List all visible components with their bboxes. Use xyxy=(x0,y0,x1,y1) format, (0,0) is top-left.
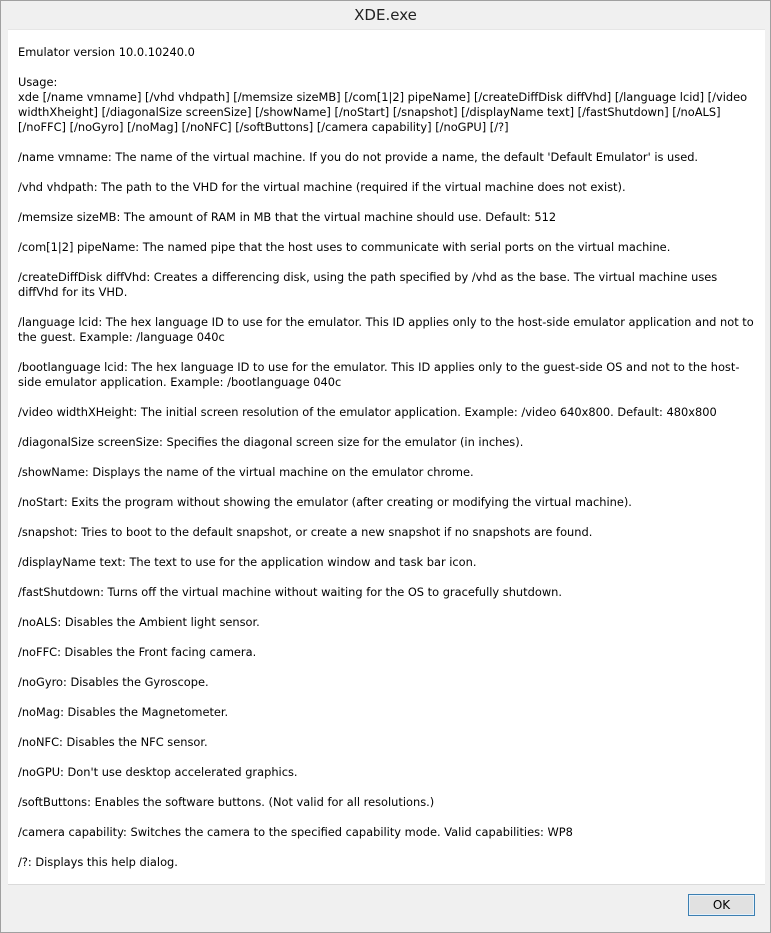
title-bar[interactable] xyxy=(1,1,770,29)
option-video: /video widthXHeight: The initial screen resolution of the emulator application. Example: /video 640x800. Default: 480x800 xyxy=(18,405,717,419)
option-help: /?: Displays this help dialog. xyxy=(18,855,178,869)
option-nogpu: /noGPU: Don't use desktop accelerated graphics. xyxy=(18,765,298,779)
option-fastshutdown: /fastShutdown: Turns off the virtual machine without waiting for the OS to gracefully shutdown. xyxy=(18,585,562,599)
option-language: /language lcid: The hex language ID to use for the emulator. This ID applies only to the host-side emulator application and not to the guest. Example: /language 040c xyxy=(18,315,754,344)
option-noffc: /noFFC: Disables the Front facing camera. xyxy=(18,645,257,659)
option-vhd: /vhd vhdpath: The path to the VHD for the virtual machine (required if the virtual machine does not exist). xyxy=(18,180,626,194)
option-com: /com[1|2] pipeName: The named pipe that the host uses to communicate with serial ports on the virtual machine. xyxy=(18,240,671,254)
option-name: /name vmname: The name of the virtual machine. If you do not provide a name, the default 'Default Emulator' is used. xyxy=(18,150,699,164)
option-nogyro: /noGyro: Disables the Gyroscope. xyxy=(18,675,209,689)
option-displayname: /displayName text: The text to use for the application window and task bar icon. xyxy=(18,555,477,569)
option-noals: /noALS: Disables the Ambient light sensor. xyxy=(18,615,260,629)
option-showname: /showName: Displays the name of the virtual machine on the emulator chrome. xyxy=(18,465,474,479)
option-creatediffdisk: /createDiffDisk diffVhd: Creates a differencing disk, using the path specified by /vhd as the base. The virtual machine uses diffVhd for its VHD. xyxy=(18,270,718,299)
option-bootlanguage: /bootlanguage lcid: The hex language ID to use for the emulator. This ID applies only to the guest-side OS and not to the host-side emulator application. Example: /bootlanguage 040c xyxy=(18,360,740,389)
usage-syntax: xde [/name vmname] [/vhd vhdpath] [/memsize sizeMB] [/com[1|2] pipeName] [/createDiffDisk diffVhd] [/language lcid] [/video widthXheight] [/diagonalSize screenSize] [/showName] [/noStart] [/snapshot] [/displayName text] [/fastShutdown] [/noALS] [/noFFC] [/noGyro] [/noMag] [/noNFC] [/softButtons] [/camera capability] [/noGPU] [/?] xyxy=(18,90,748,134)
option-nomag: /noMag: Disables the Magnetometer. xyxy=(18,705,229,719)
option-snapshot: /snapshot: Tries to boot to the default snapshot, or create a new snapshot if no snapshots are found. xyxy=(18,525,593,539)
help-text-panel xyxy=(8,29,765,885)
option-camera: /camera capability: Switches the camera to the specified capability mode. Valid capabilities: WP8 xyxy=(18,825,573,839)
option-softbuttons: /softButtons: Enables the software buttons. (Not valid for all resolutions.) xyxy=(18,795,435,809)
option-nostart: /noStart: Exits the program without showing the emulator (after creating or modifying the virtual machine). xyxy=(18,495,632,509)
option-nonfc: /noNFC: Disables the NFC sensor. xyxy=(18,735,208,749)
option-memsize: /memsize sizeMB: The amount of RAM in MB that the virtual machine should use. Default: 512 xyxy=(18,210,557,224)
window-title: XDE.exe xyxy=(354,6,417,24)
ok-button[interactable]: OK xyxy=(688,894,755,916)
usage-block xyxy=(18,75,754,135)
button-bar xyxy=(1,885,770,932)
option-diagonalsize: /diagonalSize screenSize: Specifies the diagonal screen size for the emulator (in inches). xyxy=(18,435,524,449)
version-text: Emulator version 10.0.10240.0 xyxy=(18,45,195,59)
usage-label: Usage: xyxy=(18,75,58,89)
